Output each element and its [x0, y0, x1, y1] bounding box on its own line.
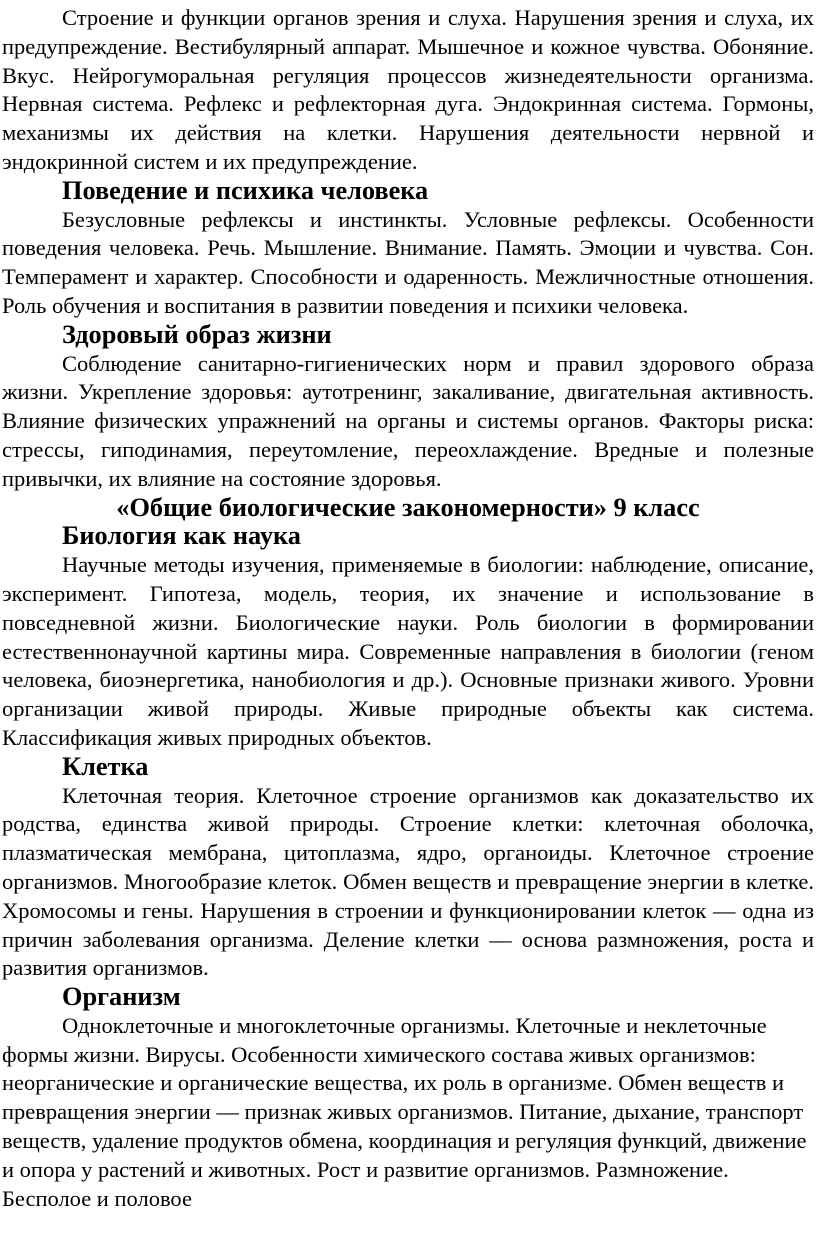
paragraph-organism: Одноклеточные и многоклеточные организмы. Клеточные и неклеточные формы жизни. Вирусы. Особенности химического состава живых организмов: неорганические и органические вещества, их роль в организме. Обмен веществ и превращения энергии — признак живых организмов. Питание, дыхание, транспорт веществ, удаление продуктов обмена, координация и регуляция функций, движение и опора у растений и животных. Рост и развитие организмов. Размножение. Бесполое и половое	[2, 1012, 807, 1211]
heading-organism: Организм	[62, 982, 181, 1012]
heading-behavior-psyche: Поведение и психика человека	[62, 175, 429, 205]
paragraph-healthy-lifestyle: Соблюдение санитарно-гигиенических норм и правил здорового образа жизни. Укрепление здоровья: аутотренинг, закаливание, двигательная активность. Влияние физических упражнений на органы и системы органов. Факторы риска: стрессы, гиподинамия, переутомление, переохлаждение. Вредные и полезные привычки, их влияние на состояние здоровья.	[2, 350, 814, 491]
paragraph-behavior: Безусловные рефлексы и инстинкты. Условные рефлексы. Особенности поведения человека. Речь. Мышление. Внимание. Память. Эмоции и чувства. Сон. Темперамент и характер. Способности и одаренность. Межличностные отношения. Роль обучения и воспитания в развитии поведения и психики человека.	[2, 206, 814, 318]
paragraph-biology-as-science: Научные методы изучения, применяемые в биологии: наблюдение, описание, эксперимент. Гипотеза, модель, теория, их значение и использование в повседневной жизни. Биологические науки. Роль биологии в формировании естественнонаучной картины мира. Современные направления в биологии (геном человека, биоэнергетика, нанобиология и др.). Основные признаки живого. Уровни организации живой природы. Живые природные объекты как система. Классификация живых природных объектов.	[2, 552, 814, 750]
paragraph-cell: Клеточная теория. Клеточное строение организмов как доказательство их родства, единства живой природы. Строение клетки: клеточная оболочка, плазматическая мембрана, цитоплазма, ядро, органоиды. Клеточное строение организмов. Многообразие клеток. Обмен веществ и превращение энергии в клетке. Хромосомы и гены. Нарушения в строении и функционировании клеток — одна из причин заболевания организма. Деление клетки — основа размножения, роста и развития организмов.	[2, 782, 814, 981]
heading-biology-as-science: Биология как наука	[62, 521, 301, 551]
heading-grade-9-course: «Общие биологические закономерности» 9 класс	[116, 492, 700, 522]
paragraph-sense-organs: Строение и функции органов зрения и слуха. Нарушения зрения и слуха, их предупреждение. Вестибулярный аппарат. Мышечное и кожное чувства. Обоняние. Вкус. Нейрогуморальная регуляция процессов жизнедеятельности организма. Нервная система. Рефлекс и рефлекторная дуга. Эндокринная система. Гормоны, механизмы их действия на клетки. Нарушения деятельности нервной и эндокринной систем и их предупреждение.	[2, 5, 814, 174]
heading-cell: Клетка	[62, 751, 149, 781]
heading-healthy-lifestyle: Здоровый образ жизни	[62, 319, 332, 349]
